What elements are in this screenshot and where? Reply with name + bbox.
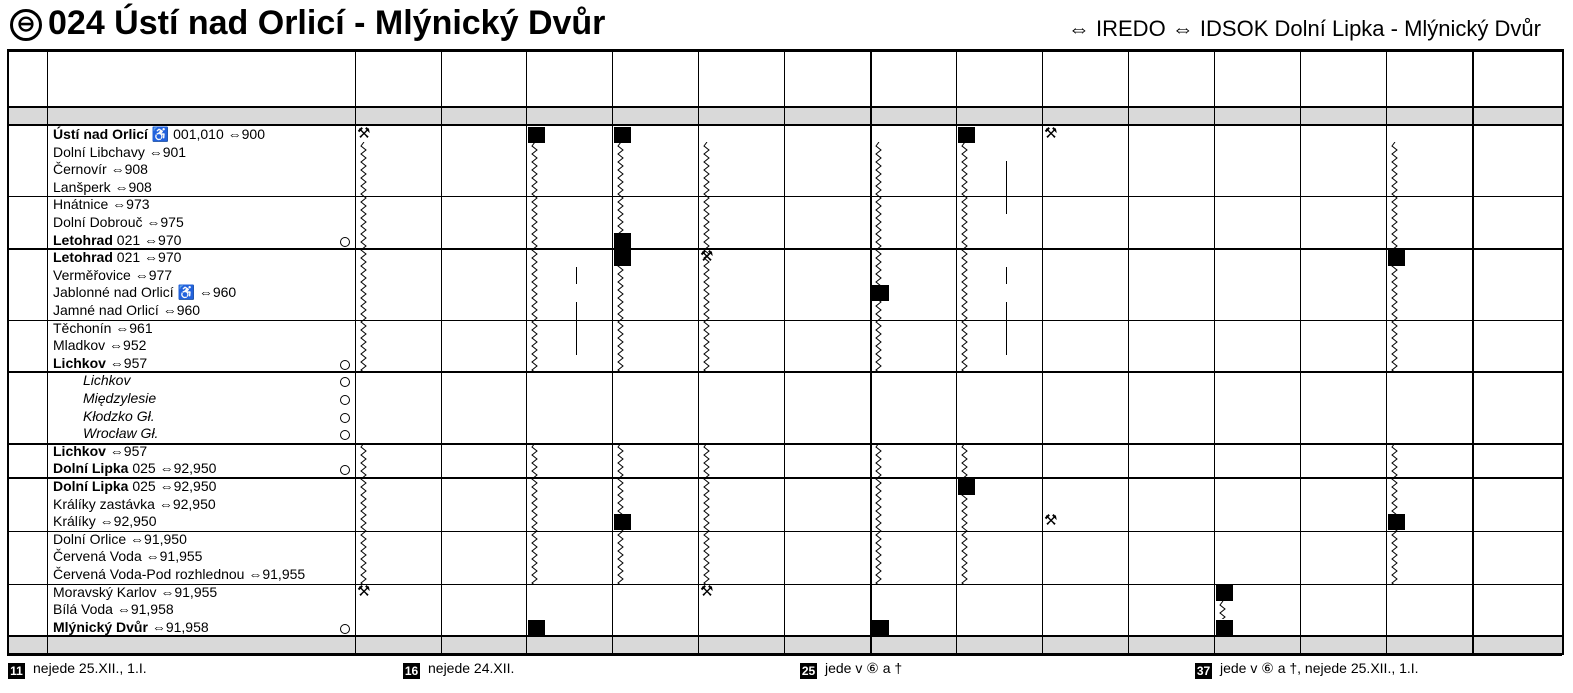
- station-row-label: [53, 302, 200, 319]
- col-line: [7, 49, 9, 655]
- station-name: Ústí nad Orlicí: [53, 126, 148, 142]
- row-line: [7, 371, 1562, 373]
- footnote-badge-25: [1216, 620, 1233, 636]
- station-connections: 025 ⇔92,950: [128, 478, 217, 494]
- station-row-label: [83, 408, 155, 425]
- station-name: Lanšperk: [53, 178, 111, 195]
- station-connections: ⇔91,958: [112, 601, 174, 618]
- footnote-badge-25: [872, 285, 889, 301]
- footnote-badge-37: [614, 250, 631, 266]
- station-name: Verměřovice: [53, 266, 131, 283]
- pick-hammer-icon: ⚒: [1044, 125, 1058, 142]
- pass-through-line: [1006, 337, 1007, 355]
- station-row-label: [53, 584, 217, 601]
- footnote-code: 25: [801, 664, 816, 678]
- station-connections: 021 ⇔970: [112, 231, 182, 248]
- station-row-label: [53, 161, 148, 178]
- footnote-badge-11: [614, 233, 631, 249]
- station-connections: ♿ 001,010 ⇔900: [147, 126, 265, 142]
- col-line: [1562, 49, 1564, 655]
- station-connections: ⇔91,955: [156, 583, 218, 600]
- station-connections: ⇔977: [130, 266, 173, 283]
- col-line: [870, 49, 872, 655]
- pass-through-line: [576, 302, 577, 320]
- footnote-badge-25: [1216, 585, 1233, 601]
- pick-hammer-icon: ⚒: [357, 582, 371, 600]
- station-connections: ⇔91,950: [126, 530, 187, 547]
- station-row-label: [83, 425, 158, 442]
- station-connections: ⇔973: [108, 196, 150, 213]
- station-row-label: [53, 232, 181, 249]
- station-name: Letohrad: [53, 231, 113, 248]
- station-name: Červená Voda-Pod rozhlednou: [53, 566, 245, 582]
- footnote: [8, 660, 147, 679]
- station-name: Dolní Libchavy: [53, 143, 145, 160]
- stop-circle-icon: [340, 430, 350, 440]
- footnote-code: 11: [8, 663, 25, 679]
- station-name: Lichkov: [53, 354, 106, 371]
- stop-circle-icon: [340, 413, 350, 423]
- footnote-text: nejede 24.XII.: [428, 660, 515, 676]
- footnote-badge-11: [614, 127, 631, 143]
- wavy-line-icon: [1391, 443, 1399, 584]
- station-name: Mlýnický Dvůr: [53, 618, 148, 635]
- pick-hammer-icon: ⚒: [700, 582, 714, 600]
- station-connections: 025 ⇔92,950: [128, 460, 217, 477]
- station-row-label: [53, 355, 147, 372]
- station-name: Moravský Karlov: [53, 583, 157, 600]
- footnote-badge-16: [1388, 514, 1405, 530]
- station-name: Červená Voda: [53, 548, 142, 565]
- station-connections: ⇔91,958: [147, 618, 209, 635]
- wavy-line-icon: [961, 142, 969, 373]
- station-row-label: [53, 249, 181, 266]
- pass-through-line: [576, 267, 577, 285]
- footnote-badge-25: [528, 620, 545, 636]
- footnote: [800, 660, 902, 679]
- footnote-code: 37: [1196, 664, 1211, 678]
- station-name: Černovír: [53, 161, 107, 178]
- station-name: Międzylesie: [83, 390, 157, 406]
- pick-hammer-icon: ⚒: [357, 125, 371, 142]
- wavy-line-icon: [1219, 601, 1227, 619]
- station-connections: ⇔961: [111, 319, 153, 336]
- station-row-label: [53, 267, 172, 284]
- station-connections: ⇔975: [142, 214, 184, 230]
- pass-through-line: [576, 337, 577, 355]
- footnote-text: jede v ⑥ a †, nejede 25.XII., 1.I.: [1220, 660, 1419, 676]
- station-name: Bílá Voda: [53, 601, 113, 618]
- footnote-badge-25: [528, 127, 545, 143]
- pick-hammer-icon: ⚒: [1044, 512, 1058, 530]
- station-name: Dolní Lipka: [53, 460, 129, 477]
- stop-circle-icon: [340, 360, 350, 370]
- footnote-text: jede v ⑥ a †: [825, 660, 903, 676]
- pass-through-line: [1006, 196, 1007, 214]
- title-text: 024 Ústí nad Orlicí - Mlýnický Dvůr: [48, 4, 606, 42]
- col-line: [1214, 49, 1215, 655]
- col-line: [355, 49, 356, 655]
- col-line: [441, 49, 442, 655]
- pass-through-line: [576, 320, 577, 338]
- station-connections: ⇔908: [110, 178, 152, 195]
- station-name: Wrocław Gł.: [83, 425, 159, 442]
- row-line: [7, 584, 1562, 585]
- station-row-label: [53, 284, 236, 301]
- station-connections: ♿ ⇔960: [173, 284, 237, 301]
- wavy-line-icon: [617, 443, 625, 584]
- station-name: Jamné nad Orlicí: [53, 302, 159, 318]
- station-name: Lichkov: [83, 372, 131, 389]
- station-connections: ⇔901: [144, 143, 187, 160]
- station-name: Jablonné nad Orlicí: [53, 284, 174, 301]
- station-row-label: [53, 320, 153, 337]
- station-name: Kłodzko Gł.: [83, 407, 155, 424]
- stop-circle-icon: [340, 465, 350, 475]
- station-row-label: [53, 496, 216, 513]
- station-name: Dolní Dobrouč: [53, 214, 143, 230]
- pass-through-line: [1006, 320, 1007, 338]
- station-row-label: [53, 214, 184, 231]
- station-connections: ⇔92,950: [95, 513, 157, 530]
- row-line: [7, 635, 1562, 637]
- pass-through-line: [1006, 179, 1007, 197]
- footnote-code: 16: [404, 664, 419, 678]
- row-line: [7, 248, 1562, 250]
- col-line: [1128, 49, 1129, 655]
- line-logo-icon: ⊖: [10, 9, 42, 41]
- station-name: Hnátnice: [53, 196, 109, 213]
- station-row-label: [53, 548, 202, 565]
- footnote: [1195, 660, 1419, 679]
- wavy-line-icon: [531, 443, 539, 584]
- station-name: Těchonín: [53, 319, 112, 336]
- footnote-badge-37: [614, 514, 631, 530]
- wavy-line-icon: [360, 142, 368, 373]
- station-row-label: [53, 601, 174, 618]
- footnote-badge-25: [958, 479, 975, 495]
- pick-hammer-icon: ⚒: [700, 248, 714, 266]
- row-line: [7, 477, 1562, 479]
- wavy-line-icon: [961, 443, 969, 584]
- station-row-label: [53, 196, 150, 213]
- station-row-label: [53, 337, 146, 354]
- station-row-label: [53, 126, 265, 143]
- station-row-label: [53, 460, 216, 477]
- wavy-line-icon: [360, 443, 368, 584]
- stop-circle-icon: [340, 237, 350, 247]
- row-line: [7, 320, 1562, 321]
- station-connections: ⇔908: [106, 161, 148, 178]
- footnote-badge-16: [1388, 250, 1405, 266]
- station-row-label: [53, 619, 209, 636]
- col-line: [1042, 49, 1043, 655]
- stop-circle-icon: [340, 624, 350, 634]
- station-connections: ⇔952: [105, 337, 147, 354]
- pass-through-line: [1006, 302, 1007, 320]
- station-row-label: [53, 531, 187, 548]
- col-line: [698, 49, 699, 655]
- col-line: [1472, 49, 1474, 655]
- pass-through-line: [1006, 267, 1007, 285]
- station-row-label: [53, 144, 186, 161]
- station-row-label: [53, 443, 147, 460]
- station-connections: ⇔957: [105, 442, 148, 459]
- col-line: [956, 49, 957, 655]
- station-name: Dolní Lipka: [53, 478, 129, 494]
- row-line: [7, 106, 1562, 108]
- station-name: Dolní Orlice: [53, 530, 127, 547]
- page-title: [10, 4, 605, 43]
- row-line: [7, 443, 1562, 445]
- col-line: [1300, 49, 1301, 655]
- wavy-line-icon: [875, 142, 883, 373]
- station-row-label: [83, 372, 130, 389]
- station-row-label: [53, 566, 305, 583]
- footnote-text: nejede 25.XII., 1.I.: [33, 660, 147, 676]
- station-name: Lichkov: [53, 442, 106, 459]
- station-connections: ⇔91,955: [141, 548, 203, 565]
- wavy-line-icon: [703, 443, 711, 584]
- station-name: Králíky: [53, 513, 96, 530]
- station-connections: ⇔91,955: [244, 566, 306, 582]
- station-name: Letohrad: [53, 249, 113, 266]
- row-line: [7, 531, 1562, 532]
- col-line: [47, 49, 48, 655]
- station-row-label: [53, 478, 216, 495]
- station-row-label: [53, 179, 152, 196]
- station-row-label: [53, 513, 157, 530]
- col-line: [1386, 49, 1387, 655]
- timetable: [7, 49, 1562, 655]
- row-line: [7, 196, 1562, 197]
- pass-through-line: [1006, 161, 1007, 179]
- col-line: [612, 49, 613, 655]
- station-connections: ⇔92,950: [154, 495, 216, 512]
- stop-circle-icon: [340, 395, 350, 405]
- station-name: Králíky zastávka: [53, 495, 155, 512]
- footnote: [403, 660, 514, 679]
- stop-circle-icon: [340, 377, 350, 387]
- wavy-line-icon: [531, 142, 539, 373]
- col-line: [784, 49, 785, 655]
- col-line: [526, 49, 527, 655]
- footnotes: [0, 660, 1573, 690]
- footnote-badge-25: [958, 127, 975, 143]
- station-row-label: [83, 390, 156, 407]
- station-connections: ⇔960: [158, 302, 201, 318]
- wavy-line-icon: [875, 443, 883, 584]
- ids-info: ⇔ IREDO ⇔ IDSOK Dolní Lipka - Mlýnický Dvůr: [1067, 16, 1541, 41]
- station-connections: ⇔957: [105, 354, 148, 371]
- station-name: Mladkov: [53, 337, 106, 354]
- footnote-badge-25: [872, 620, 889, 636]
- station-connections: 021 ⇔970: [112, 249, 182, 266]
